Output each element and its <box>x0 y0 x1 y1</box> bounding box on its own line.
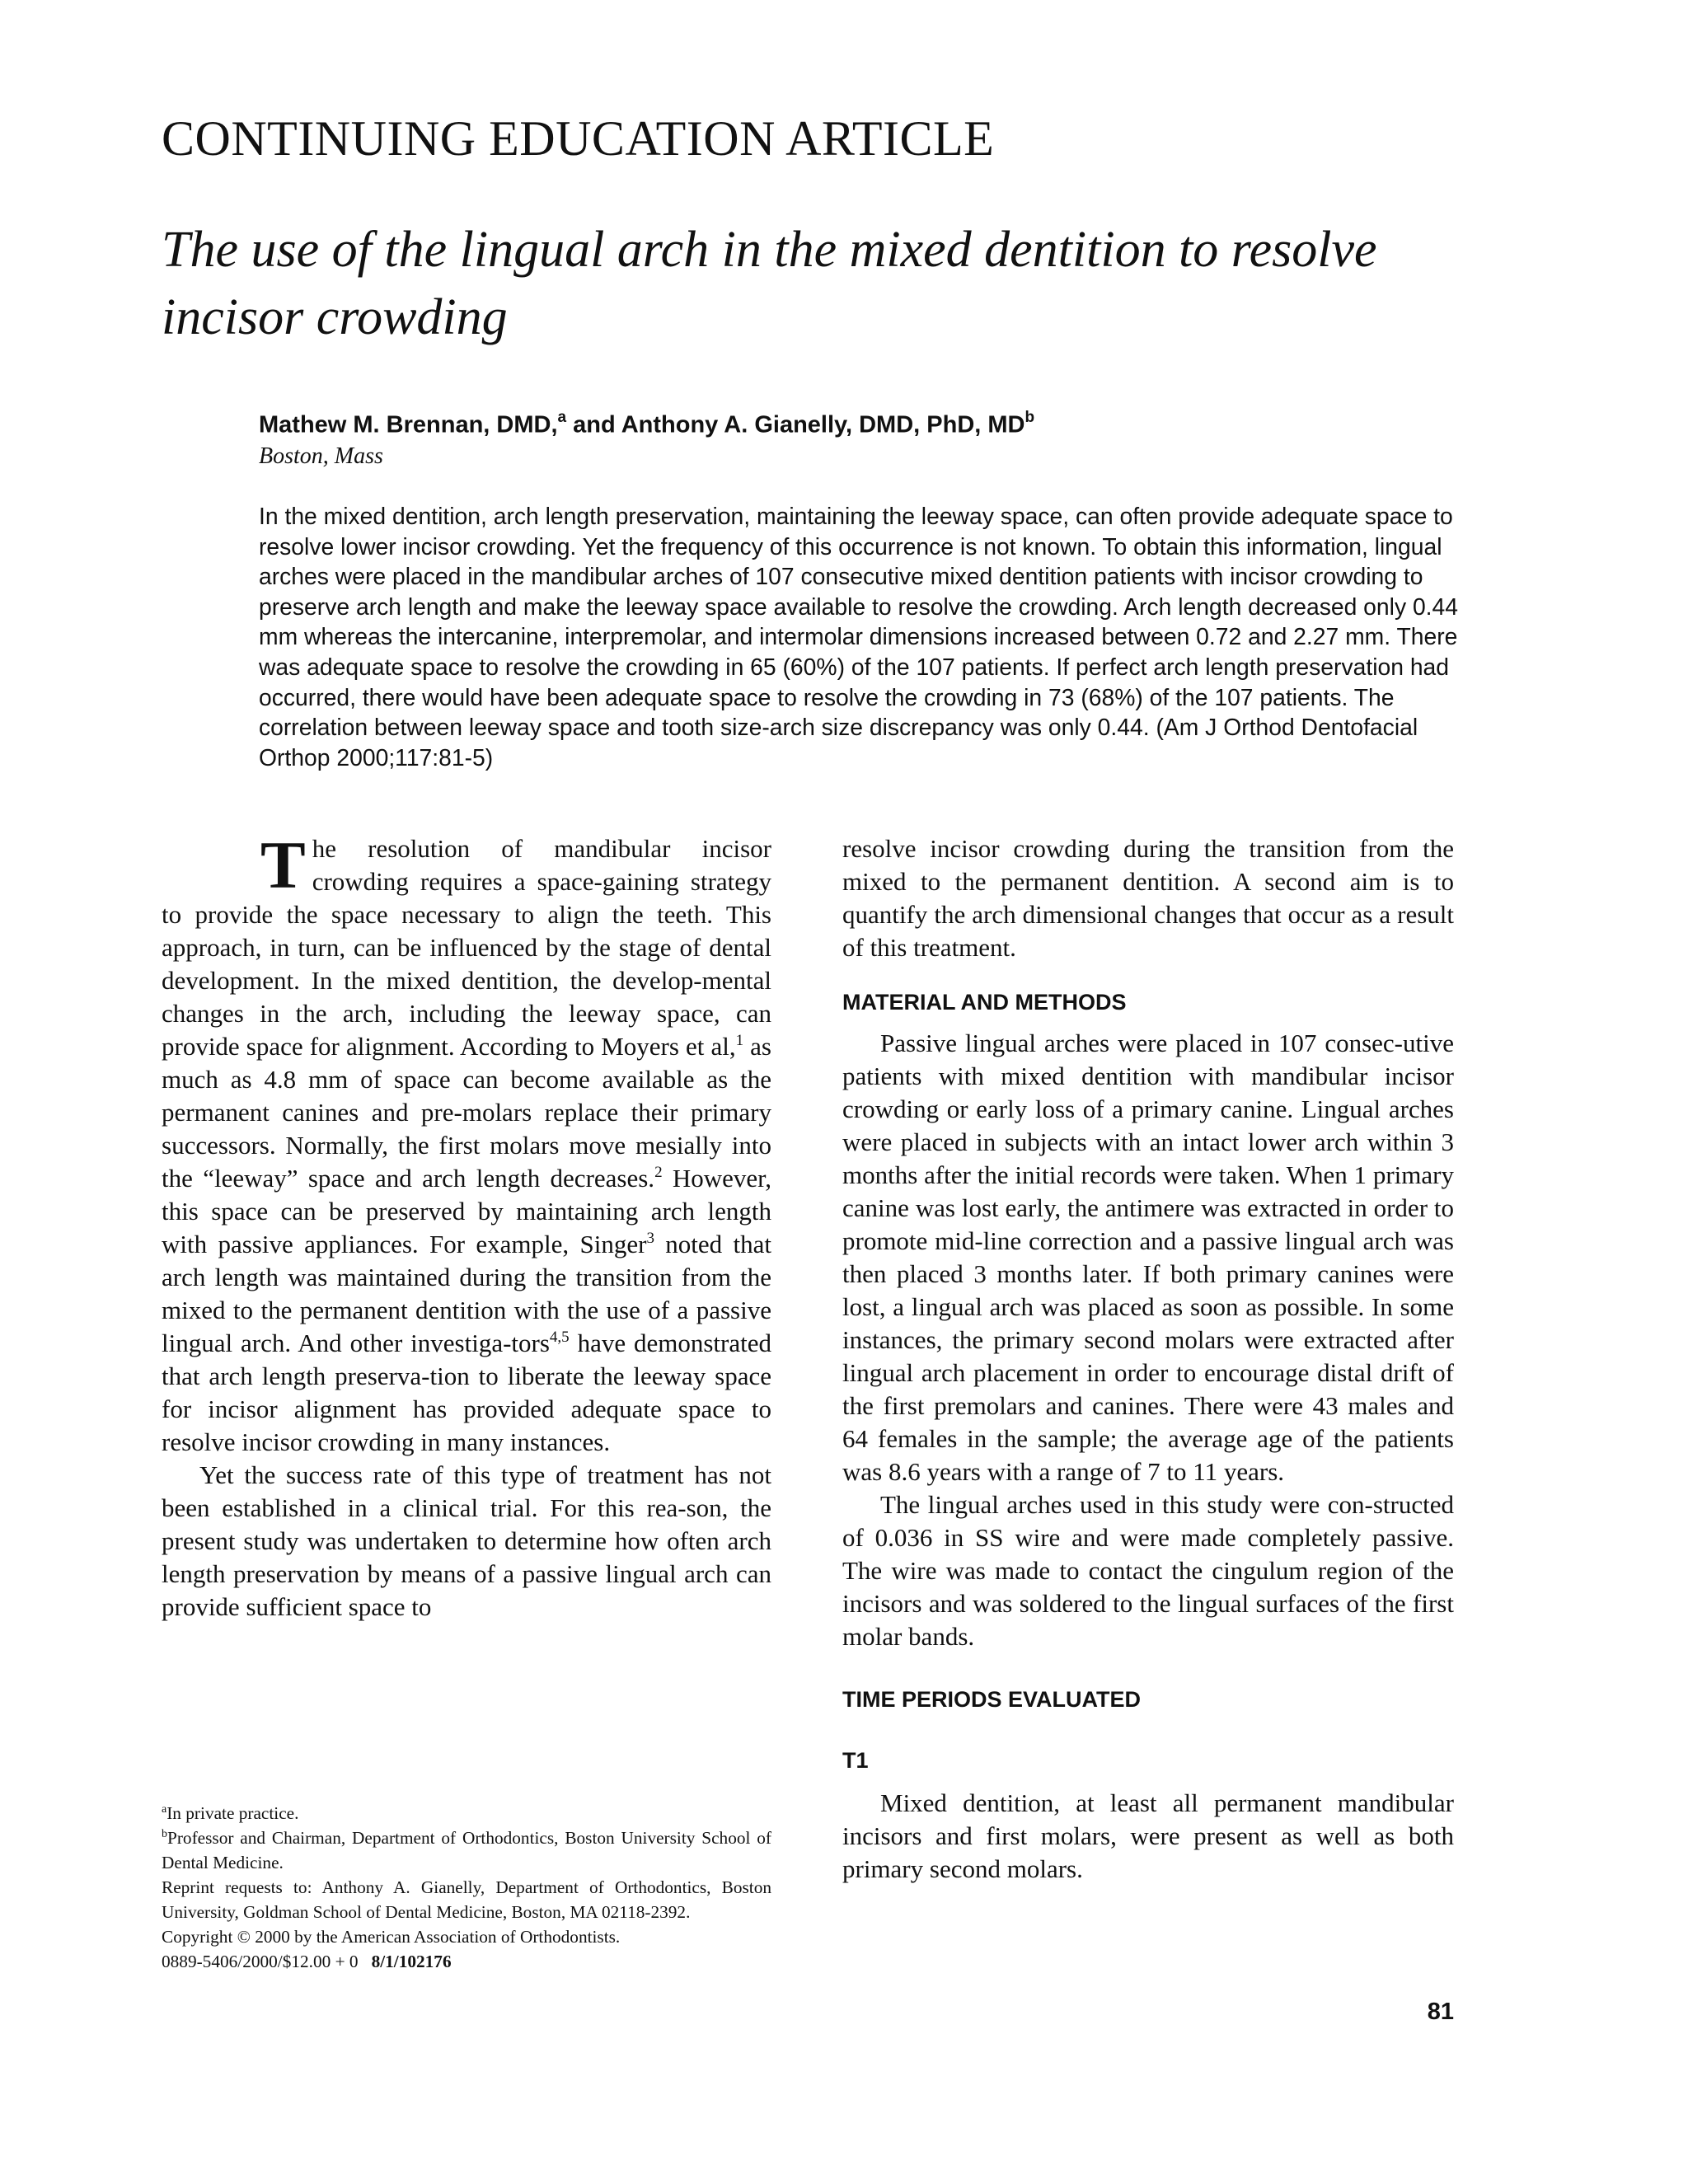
intro-paragraph <box>162 827 772 1459</box>
footnote-mark: b <box>162 1828 167 1840</box>
footnotes <box>162 1801 771 1974</box>
footnote-text: Professor and Chairman, Department of Orthodontics, Boston University School of Dental Medicine. <box>162 1828 771 1872</box>
methods-paragraph: Passive lingual arches were placed in 107 consec-utive patients with mixed dentition with mandibular incisor crowding or early loss of a primary canine. Lingual arches were placed in subjects with an intact lower arch within 3 months after the initial records were taken. When 1 primary canine was lost early, the antimere was extracted in order to promote mid-line correction and a passive lingual arch was then placed 3 months later. If both primary canines were lost, a lingual arch was placed as soon as possible. In some instances, the primary second molars were extracted after lingual arch placement in order to encourage distal drift of the first premolars and canines. There were 43 males and 64 females in the sample; the average age of the patients was 8.6 years with a range of 7 to 11 years. <box>842 1029 1454 1486</box>
text-run: he resolution of mandibular incisor crowding requires a space-gaining strategy to provide the space necessary to align the teeth. This approach, in turn, can be influenced by the stage of dental development. In the mixed dentition, the develop-mental changes in the arch, including the leeway space, can provide space for alignment. According to Moyers et al, <box>162 834 771 1061</box>
section-heading: TIME PERIODS EVALUATED <box>842 1687 1142 1712</box>
text-run: However, this space can be preserved by maintaining arch length with passive appliances. For example, Singer <box>162 1164 772 1258</box>
author-name: Anthony A. Gianelly, DMD, PhD, MD <box>621 411 1025 438</box>
text-run: noted that arch length was maintained during the transition from the mixed to the permanent dentition with the use of a passive lingual arch. And other investiga-tors <box>162 1230 772 1357</box>
article-code <box>162 1949 771 1974</box>
page-number: 81 <box>1427 1999 1454 2025</box>
author-location: Boston, Mass <box>259 443 383 469</box>
left-column <box>162 827 772 1624</box>
footnote-mark: a <box>162 1803 167 1816</box>
copyright: Copyright © 2000 by the American Association of Orthodontists. <box>162 1927 621 1947</box>
affiliation-mark: b <box>1025 409 1035 426</box>
right-column <box>842 832 1454 1886</box>
text-run: have demonstrated that arch length preserva-tion to liberate the leeway space for incisor alignment has provided adequate space to resolve incisor crowding in many instances. <box>162 1329 771 1456</box>
reference-mark: 3 <box>646 1230 654 1247</box>
reference-mark: 2 <box>654 1164 663 1181</box>
intro-paragraph-continued: resolve incisor crowding during the transition from the mixed to the permanent dentition. A second aim is to quantify the arch dimensional changes that occur as a result of this treatment. <box>842 834 1454 962</box>
subsection-heading: T1 <box>842 1748 869 1773</box>
article-title: The use of the lingual arch in the mixed dentition to resolve incisor crowding <box>162 222 1377 345</box>
reference-mark: 4,5 <box>549 1329 570 1346</box>
author-conjunction: and <box>566 411 621 438</box>
drop-cap: T <box>260 827 306 902</box>
author-line <box>259 404 1462 441</box>
affiliation-mark: a <box>557 409 567 426</box>
article-id: 8/1/102176 <box>371 1952 452 1971</box>
footnote <box>162 1801 771 1825</box>
author-name: Mathew M. Brennan, DMD, <box>259 411 558 438</box>
article-code-text: 0889-5406/2000/$12.00 + 0 <box>162 1952 359 1971</box>
reprint-info: Reprint requests to: Anthony A. Gianelly, Department of Orthodontics, Boston University, Goldman School of Dental Medicine, Boston, MA 02118-2392. <box>162 1877 771 1922</box>
methods-paragraph: The lingual arches used in this study were con-structed of 0.036 in SS wire and were made completely passive. The wire was made to contact the cingulum region of the incisors and was soldered to the lingual surfaces of the first molar bands. <box>842 1490 1454 1651</box>
intro-paragraph: Yet the success rate of this type of treatment has not been established in a clinical trial. For this rea-son, the present study was undertaken to determine how often arch length preservation by means of a passive lingual arch can provide sufficient space to <box>162 1460 771 1621</box>
reference-mark: 1 <box>735 1032 744 1049</box>
text-run: as much as 4.8 mm of space can become available as the permanent canines and pre-molars replace their primary successors. Normally, the first molars move mesially into the “leeway” space and arch length decreases. <box>162 1032 771 1193</box>
article-category: CONTINUING EDUCATION ARTICLE <box>162 111 995 166</box>
section-heading: MATERIAL AND METHODS <box>842 990 1127 1015</box>
abstract: In the mixed dentition, arch length preservation, maintaining the leeway space, can often provide adequate space to resolve lower incisor crowding. Yet the frequency of this occurrence is not known. To obtain this information, lingual arches were placed in the mandibular arches of 107 consecutive mixed dentition patients with incisor crowding to preserve arch length and make the leeway space available to resolve the crowding. Arch length decreased only 0.44 mm whereas the intercanine, interpremolar, and intermolar dimensions increased between 0.72 and 2.27 mm. There was adequate space to resolve the crowding in 65 (60%) of the 107 patients. If perfect arch length preservation had occurred, there would have been adequate space to resolve the crowding in 73 (68%) of the 107 patients. The correlation between leeway space and tooth size-arch size discrepancy was only 0.44. (Am J Orthod Dentofacial Orthop 2000;117:81-5) <box>259 503 1459 771</box>
time-period-paragraph: Mixed dentition, at least all permanent mandibular incisors and first molars, were present as well as both primary second molars. <box>842 1788 1454 1883</box>
footnote-text: In private practice. <box>166 1803 299 1823</box>
footnote <box>162 1825 771 1875</box>
